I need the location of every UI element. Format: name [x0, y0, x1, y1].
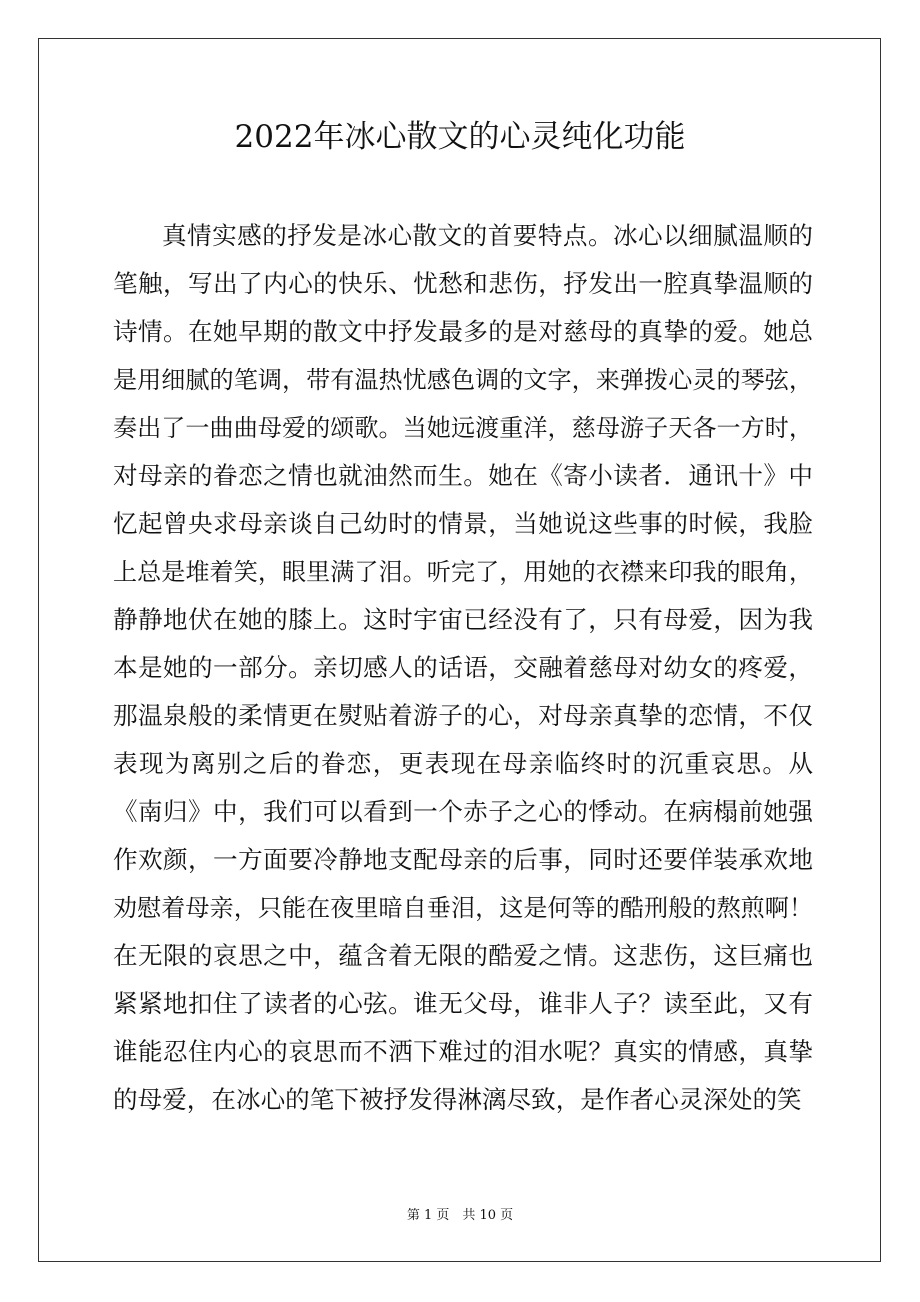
body-line: 是用细腻的笔调，带有温热忧感色调的文字，来弹拨心灵的琴弦， — [113, 366, 813, 394]
body-line: 忆起曾央求母亲谈自己幼时的情景，当她说这些事的时候，我脸 — [113, 509, 813, 538]
body-line: 劝慰着母亲，只能在夜里暗自垂泪，这是何等的酷刑般的熬煎啊！ — [113, 894, 813, 922]
body-line: 作欢颜，一方面要冷静地支配母亲的后事，同时还要佯装承欢地 — [113, 845, 813, 874]
body-line: 对母亲的眷恋之情也就油然而生。她在《寄小读者．通讯十》中 — [113, 461, 813, 490]
body-line: 的母爱，在冰心的笔下被抒发得淋漓尽致，是作者心灵深处的笑 — [113, 1085, 802, 1114]
body-line: 奏出了一曲曲母爱的颂歌。当她远渡重洋，慈母游子天各一方时， — [113, 414, 813, 442]
body-line: 静静地伏在她的膝上。这时宇宙已经没有了，只有母爱，因为我 — [113, 605, 813, 634]
body-line: 本是她的一部分。亲切感人的话语，交融着慈母对幼女的疼爱， — [113, 653, 813, 682]
document-title: 2022年冰心散文的心灵纯化功能 — [234, 119, 686, 155]
body-line: 紧紧地扣住了读者的心弦。谁无父母，谁非人子？读至此，又有 — [113, 989, 813, 1018]
body-line: 谁能忍住内心的哀思而不洒下难过的泪水呢？真实的情感，真挚 — [113, 1037, 813, 1066]
page-number: 第 1 页 共 10 页 — [406, 1208, 514, 1223]
body-line: 上总是堆着笑，眼里满了泪。听完了，用她的衣襟来印我的眼角， — [113, 558, 813, 586]
body-line: 真情实感的抒发是冰心散文的首要特点。冰心以细腻温顺的 — [162, 221, 813, 250]
body-paragraph — [113, 212, 813, 1124]
body-line: 表现为离别之后的眷恋，更表现在母亲临终时的沉重哀思。从 — [113, 749, 813, 778]
body-line: 那温泉般的柔情更在熨贴着游子的心，对母亲真挚的恋情，不仅 — [113, 701, 813, 730]
body-line: 《南归》中，我们可以看到一个赤子之心的悸动。在病榻前她强 — [113, 797, 813, 826]
body-line: 诗情。在她早期的散文中抒发最多的是对慈母的真挚的爱。她总 — [113, 317, 813, 346]
body-line: 笔触，写出了内心的快乐、忧愁和悲伤，抒发出一腔真挚温顺的 — [113, 269, 813, 298]
body-line: 在无限的哀思之中，蕴含着无限的酷爱之情。这悲伤，这巨痛也 — [113, 941, 813, 970]
